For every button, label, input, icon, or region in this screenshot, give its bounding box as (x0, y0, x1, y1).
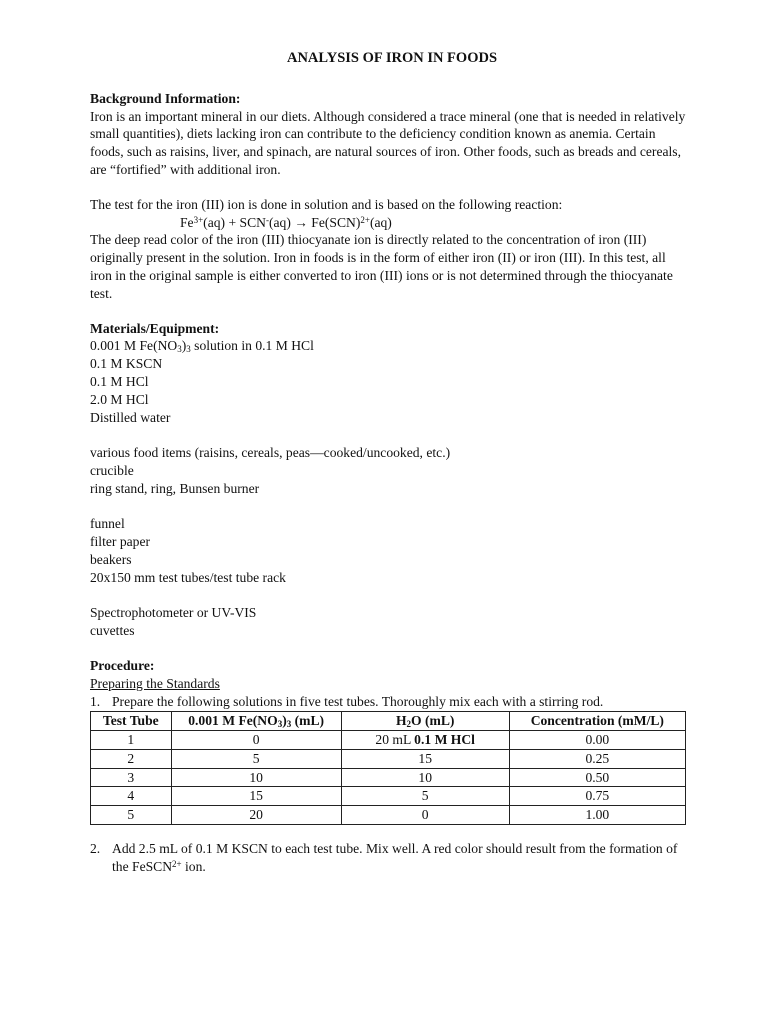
step-text (112, 840, 690, 876)
step2-text-pre: Add 2.5 mL of 0.1 M KSCN to each test tube. Mix well. A red color should result from the formation of the FeSCN (112, 841, 678, 874)
material-item: Distilled water (90, 409, 171, 425)
reaction-product: Fe(SCN) (307, 214, 361, 230)
header-fe-mid: ) (282, 713, 287, 729)
materials-heading: Materials/Equipment: (90, 320, 220, 336)
table-header-row (91, 712, 686, 731)
cell-h2o: 10 (341, 768, 509, 787)
cell-tube: 1 (91, 731, 172, 750)
cell-tube: 2 (91, 749, 172, 768)
material-fe-sub: 3 (177, 344, 182, 355)
step2-text-post: ion. (181, 858, 206, 874)
material-item: various food items (raisins, cereals, peas—cooked/uncooked, etc.) (90, 445, 451, 461)
reaction-intro: The test for the iron (III) ion is done in solution and is based on the following reaction: (90, 196, 563, 212)
reaction-aq: (aq) (268, 214, 291, 230)
header-h2o-volume (341, 712, 509, 731)
header-h2o-pre: H (395, 713, 407, 729)
cell-h2o-bold: 0.1 M HCl (414, 732, 475, 748)
material-item: crucible (90, 462, 134, 478)
material-item: Spectrophotometer or UV-VIS (90, 605, 257, 621)
cell-fe: 15 (171, 787, 341, 806)
reaction-equation (90, 214, 690, 232)
reaction-fe: Fe (180, 214, 194, 230)
material-item: cuvettes (90, 623, 135, 639)
material-item: beakers (90, 551, 132, 567)
cell-fe: 10 (171, 768, 341, 787)
table-row (91, 787, 686, 806)
spacer (90, 498, 690, 516)
cell-fe: 5 (171, 749, 341, 768)
header-fe-sub: 3 (277, 719, 283, 730)
material-fe-pre: 0.001 M Fe(NO (90, 338, 178, 354)
material-item: 20x150 mm test tubes/test tube rack (90, 569, 286, 585)
header-fe-post: (mL) (291, 713, 325, 729)
table-row (91, 768, 686, 787)
cell-conc: 0.25 (509, 749, 685, 768)
material-fe-post: ) (181, 338, 187, 354)
cell-conc: 0.00 (509, 731, 685, 750)
material-item: funnel (90, 516, 125, 532)
header-fe-sub2: 3 (286, 719, 292, 730)
step-number: 2. (90, 841, 101, 857)
material-item: 0.1 M HCl (90, 373, 149, 389)
step-text: Prepare the following solutions in five test tubes. Thoroughly mix each with a stirring rod. (112, 693, 604, 709)
background-heading: Background Information: (90, 90, 241, 106)
cell-conc: 1.00 (509, 806, 685, 825)
procedure-step-2 (90, 840, 690, 876)
material-item: 2.0 M HCl (90, 391, 149, 407)
cell-h2o (341, 731, 509, 750)
table-row (91, 749, 686, 768)
cell-fe: 0 (171, 731, 341, 750)
step2-charge: 2+ (172, 858, 182, 869)
reaction-scn: (aq) + SCN (203, 214, 266, 230)
material-item: ring stand, ring, Bunsen burner (90, 480, 260, 496)
reaction-scn-charge: - (265, 214, 269, 225)
table-row (91, 806, 686, 825)
cell-h2o: 15 (341, 749, 509, 768)
standards-table (90, 711, 686, 825)
cell-conc: 0.50 (509, 768, 685, 787)
spacer (90, 587, 690, 605)
table-row (91, 731, 686, 750)
reaction-product-aq: (aq) (369, 214, 392, 230)
header-h2o-sub: 2 (406, 719, 412, 730)
page-title: ANALYSIS OF IRON IN FOODS (286, 50, 498, 66)
reaction-product-charge: 2+ (360, 214, 370, 225)
background-paragraph-3: The deep read color of the iron (III) thiocyanate ion is directly related to the concentration of iron (III) originally present in the solution. Iron in foods is in the form of either iron (II) or iron (III). In this test, all iron in the original sample is either converted to iron (III) ions or is not determined through the thiocyanate test. (90, 232, 673, 301)
material-fe-sub2: 3 (186, 344, 191, 355)
material-fe-tail: solution in 0.1 M HCl (190, 338, 314, 354)
cell-fe: 20 (171, 806, 341, 825)
header-fe-pre: 0.001 M Fe(NO (188, 713, 278, 729)
material-item: filter paper (90, 534, 151, 550)
arrow-icon: → (294, 214, 308, 230)
spacer (90, 426, 690, 444)
header-concentration: Concentration (mM/L) (509, 712, 685, 731)
cell-tube: 3 (91, 768, 172, 787)
document-content (90, 50, 690, 876)
header-test-tube: Test Tube (91, 712, 172, 731)
cell-conc: 0.75 (509, 787, 685, 806)
material-item: 0.1 M KSCN (90, 356, 163, 372)
step-number: 1. (90, 693, 101, 709)
cell-tube: 5 (91, 806, 172, 825)
header-h2o-post: O (mL) (411, 713, 455, 729)
cell-h2o: 5 (341, 787, 509, 806)
procedure-step-1 (90, 693, 690, 711)
reaction-fe-charge: 3+ (193, 214, 204, 225)
material-fe-solution (90, 337, 690, 355)
procedure-subheading: Preparing the Standards (90, 675, 220, 691)
header-fe-volume (171, 712, 341, 731)
cell-h2o-text: 20 mL (375, 732, 415, 748)
background-paragraph-1: Iron is an important mineral in our diets. Although considered a trace mineral (one that is needed in relatively small quantities), diets lacking iron can contribute to the deficiency condition known as anemia. Certain foods, such as raisins, liver, and spinach, are natural sources of iron. Other foods, such as breads and cereals, are “fortified” with additional iron. (90, 108, 686, 177)
cell-tube: 4 (91, 787, 172, 806)
cell-h2o: 0 (341, 806, 509, 825)
procedure-heading: Procedure: (90, 657, 155, 673)
